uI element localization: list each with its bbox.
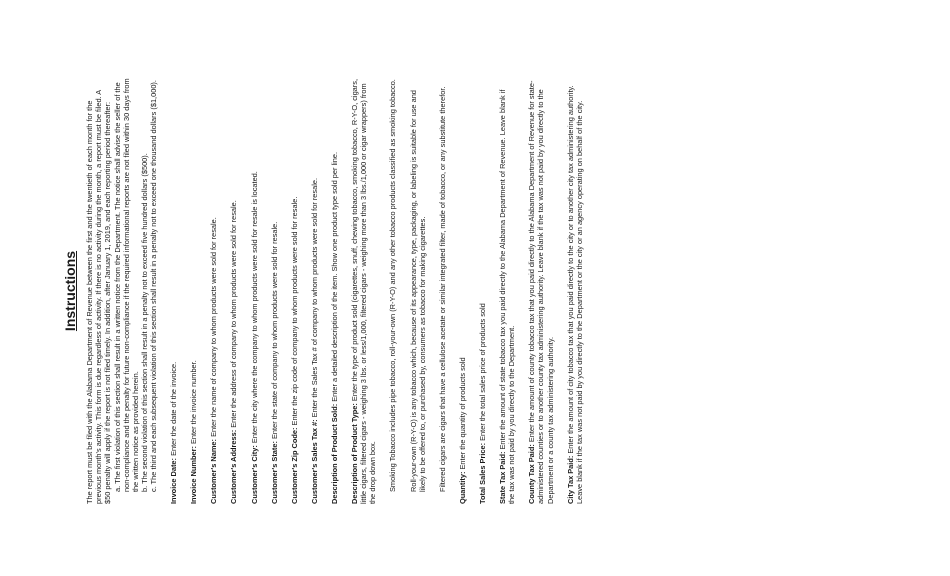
field-label: Quantity:	[457, 471, 467, 504]
field-label: Customer's State:	[269, 441, 279, 504]
field-county-tax-paid	[527, 78, 554, 504]
field-description: Enter the date of the invoice.	[169, 361, 179, 458]
field-state-tax-paid	[498, 78, 516, 504]
note-roll-your-own: Roll-your-own (R-Y-O) is any tobacco which, because of its appearance, type, packaging, or labeling is suitable for use and likely to be offered to, or purchased by, consumers as tobacco for making cigarettes.	[408, 90, 427, 492]
note-filtered-cigars: Filtered cigars are cigars that have a cellulose acetate or similar integrated filter, made of tobacco, or any substitute therefor.	[437, 86, 447, 492]
field-label: Total Sales Price:	[477, 442, 487, 504]
field-customer-name	[209, 78, 218, 504]
intro-paragraph: The report must be filed with the Alabama Department of Revenue between the first and the twentieth of each month for the previous month's activity. This form is due regardless of activity. If there is no activity during the month, a report must be filed. A $50 penalty will apply if the report is not filed timely. In addition, after January 1, 2019, and each reporting period thereafter:	[85, 90, 113, 504]
field-label: Invoice Date:	[169, 457, 179, 504]
field-city-tax-paid	[566, 78, 584, 504]
penalty-first-violation: a. The first violation of this section shall result in a written notice from the Department. The notice shall advise the seller of the non-compliance and the penalty for future non-compliance if the required informational reports are not filed within 30 days from the written notice as provided herein.	[112, 78, 140, 492]
field-description: Enter the amount of county tobacco tax that you paid directly to the Alabama Department of Revenue for state-administered counties or to another county tax administering authority. Leave blank if the tax was not paid by you directly to the Department or a county tax administering authority.	[527, 80, 555, 504]
page-title: Instructions	[62, 250, 78, 332]
field-product-description	[330, 78, 339, 504]
field-invoice-number	[189, 78, 198, 504]
field-description: Enter the address of company to whom products were sold for resale.	[229, 200, 239, 430]
penalty-second-violation: b. The second violation of this section shall result in a penalty not to exceed five hundred dollars ($500).	[139, 153, 149, 492]
field-label: State Tax Paid:	[498, 451, 508, 504]
field-customer-state	[270, 78, 279, 504]
field-description: Enter the invoice number.	[189, 360, 199, 447]
field-description: Enter the state of company to whom products were sold for resale.	[269, 221, 279, 442]
field-description: Enter the Sales Tax # of company to whom products were sold for resale.	[309, 177, 319, 420]
field-description: Enter the total sales price of products sold	[477, 303, 487, 443]
field-product-type	[350, 78, 377, 504]
field-label: Customer's City:	[249, 445, 259, 504]
field-quantity	[458, 78, 467, 504]
field-description: Enter the name of company to whom products were sold for resale.	[209, 217, 219, 439]
field-label: Customer's Address:	[229, 429, 239, 504]
field-description: Enter the amount of state tobacco tax you paid directly to the Alabama Department of Revenue. Leave blank if the tax was not paid by you directly to the Department.	[498, 89, 517, 504]
field-label: City Tax Paid:	[565, 455, 575, 504]
field-customer-zip-code	[290, 78, 299, 504]
field-customer-city	[250, 78, 259, 504]
penalty-subsequent-violation: c. The third and each subsequent violation of this section shall result in a penalty not to exceed one thousand dollars ($1,000).	[148, 80, 158, 492]
field-description: Enter the amount of city tobacco tax that you paid directly to the city or to another city tax administering authority. Leave blank if the tax was not paid by you directly to the Department or the city or an agency operating on behalf of the city.	[565, 85, 584, 504]
note-smoking-tobacco: Smoking Tobacco includes pipe tobacco, roll-your-own (R-Y-O) and any other tobacco products classified as smoking tobacco.	[388, 79, 398, 492]
field-description: Enter the zip code of company to whom products were sold for resale.	[289, 196, 299, 428]
field-customer-address	[229, 78, 238, 504]
field-customer-sales-tax	[310, 78, 319, 504]
field-total-sales-price	[478, 78, 487, 504]
field-description: Enter a detailed description of the item. Show one product type sold per line.	[329, 151, 339, 404]
field-label: Description of Product Sold:	[329, 403, 339, 504]
field-description: Enter the city where the company to whom products were sold for resale is located.	[249, 171, 259, 446]
field-description: Enter the type of product sold (cigarettes, snuff, chewing tobacco, smoking tobacco, R-Y-O, cigars, little cigars, filtered cigars - weighing 3 lbs. or less/1,000, filtered cigars - weighing more than 3 lbs./1,000 or cigar wrappers) from the drop down box.	[350, 79, 378, 504]
field-label: Invoice Number:	[189, 446, 199, 504]
field-invoice-date	[169, 78, 178, 504]
field-label: County Tax Paid:	[527, 444, 537, 504]
field-label: Customer's Name:	[209, 438, 219, 504]
field-description: Enter the quantity of products sold	[457, 357, 467, 472]
field-label: Customer's Sales Tax #:	[309, 419, 319, 504]
field-label: Description of Product Type:	[350, 403, 360, 504]
field-label: Customer's Zip Code:	[289, 427, 299, 504]
